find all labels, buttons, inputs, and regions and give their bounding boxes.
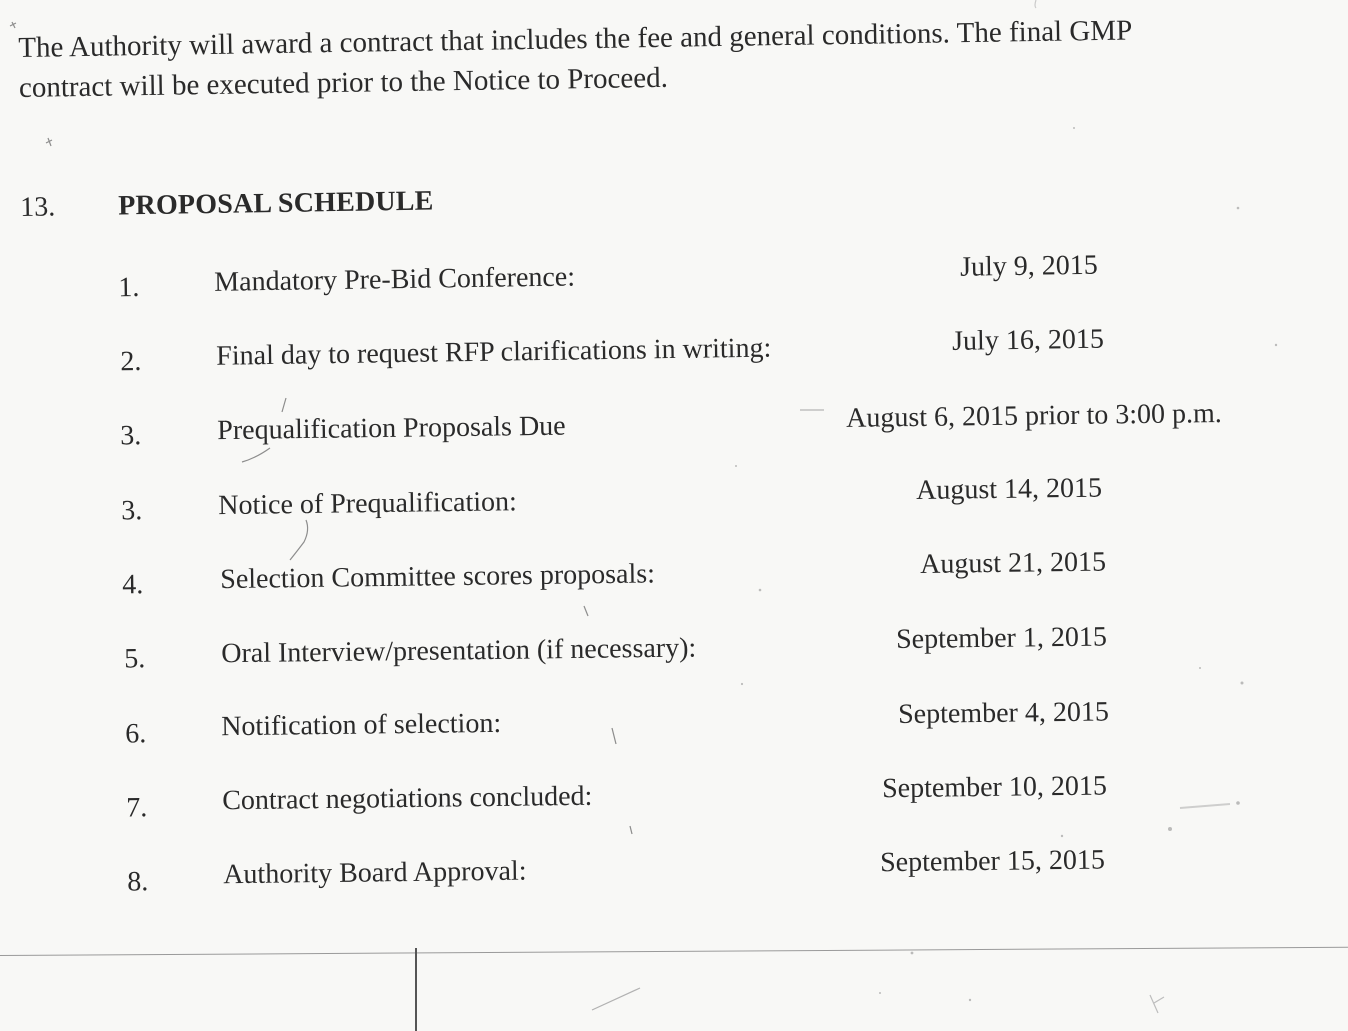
- schedule-index: 7.: [126, 792, 148, 824]
- schedule-index: 8.: [127, 866, 149, 898]
- schedule-date: July 16, 2015: [951, 323, 1105, 357]
- intro-line-2: contract will be executed prior to the Notice to Proceed.: [18, 61, 669, 104]
- schedule-index: 4.: [122, 569, 144, 601]
- bottom-vertical-line: [415, 948, 417, 1031]
- schedule-label: Authority Board Approval:: [223, 855, 527, 891]
- schedule-label: Notification of selection:: [221, 707, 502, 743]
- schedule-date: September 1, 2015: [895, 621, 1108, 656]
- schedule-row: [0, 470, 1320, 527]
- schedule-date: September 4, 2015: [897, 696, 1110, 731]
- schedule-label: Prequalification Proposals Due: [217, 410, 566, 447]
- schedule-row: [0, 694, 1320, 750]
- schedule-date: August 21, 2015: [919, 546, 1107, 580]
- schedule-row: [0, 544, 1320, 601]
- schedule-date: August 6, 2015 prior to 3:00 p.m.: [845, 398, 1222, 434]
- schedule-index: 3.: [121, 495, 143, 527]
- intro-line-1: The Authority will award a contract that includes the fee and general conditions. The final GMP: [18, 14, 1133, 64]
- schedule-row: [0, 395, 1320, 452]
- schedule-label: Selection Committee scores proposals:: [220, 558, 656, 596]
- schedule-row: [0, 768, 1320, 824]
- schedule-index: 2.: [120, 345, 142, 378]
- schedule-label: Notice of Prequalification:: [218, 486, 518, 522]
- schedule-index: 3.: [120, 420, 142, 452]
- schedule-label: Contract negotiations concluded:: [222, 780, 593, 817]
- schedule-date: September 15, 2015: [879, 844, 1106, 879]
- schedule-date: September 10, 2015: [881, 770, 1108, 805]
- schedule-label: Mandatory Pre-Bid Conference:: [214, 261, 576, 298]
- section-number: 13.: [20, 191, 56, 223]
- schedule-row: [0, 246, 1320, 306]
- schedule-date: August 14, 2015: [915, 472, 1103, 507]
- schedule-index: 6.: [125, 718, 147, 750]
- schedule-date: July 9, 2015: [959, 249, 1099, 283]
- schedule-index: 1.: [118, 271, 140, 304]
- schedule-index: 5.: [124, 643, 146, 675]
- schedule-label: Final day to request RFP clarifications in writing:: [216, 332, 772, 372]
- section-title: PROPOSAL SCHEDULE: [117, 185, 434, 222]
- schedule-label: Oral Interview/presentation (if necessary):: [221, 632, 697, 670]
- schedule-row: [0, 619, 1320, 675]
- schedule-row: [0, 318, 1320, 378]
- schedule-row: [0, 842, 1320, 898]
